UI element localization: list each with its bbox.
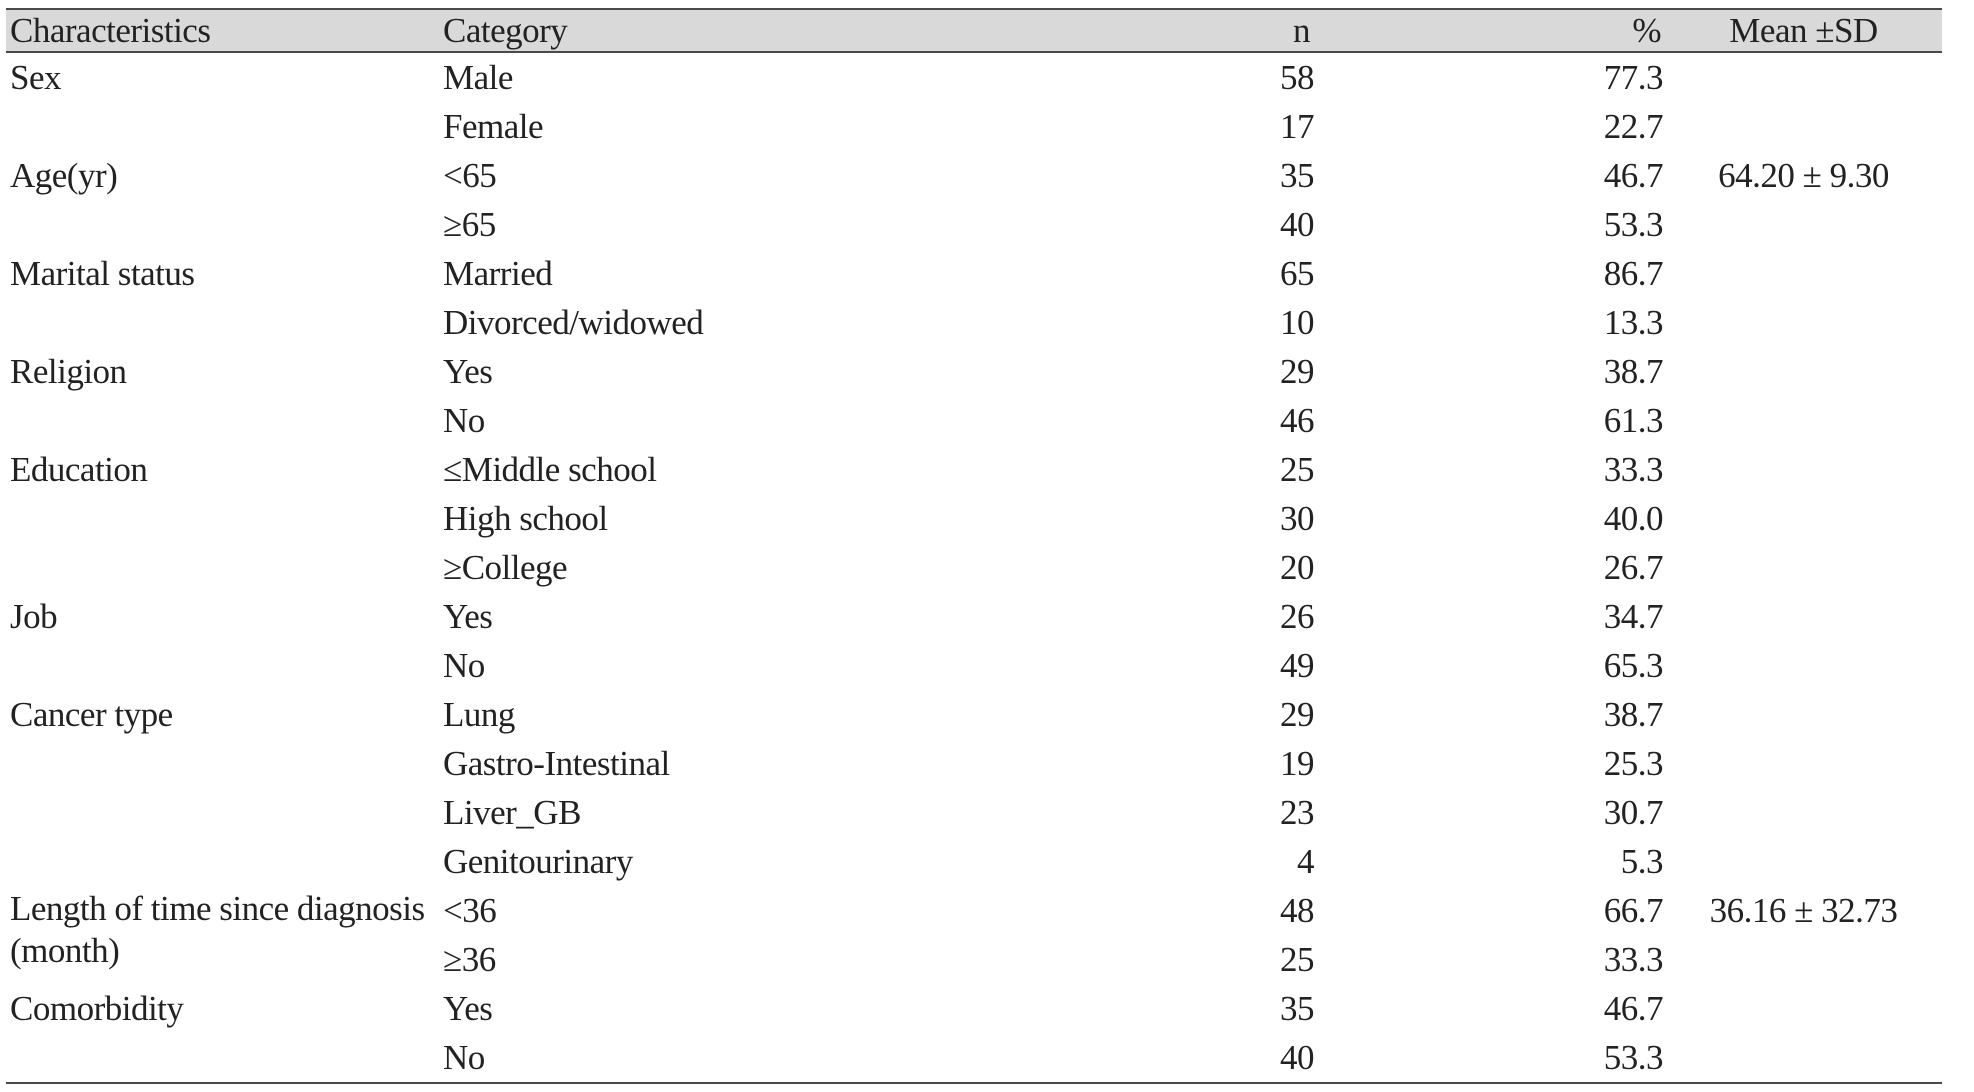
cell-characteristic: Age(yr)	[10, 155, 118, 195]
cell-n: 25	[1280, 449, 1314, 489]
cell-percent: 34.7	[1603, 596, 1663, 636]
table-row	[6, 396, 1942, 445]
table-row	[6, 984, 1942, 1033]
cell-mean-sd	[1665, 52, 1942, 102]
cell-n: 35	[1280, 988, 1314, 1028]
cell-characteristic	[6, 1033, 431, 1083]
cell-category: Yes	[443, 988, 493, 1028]
cell-characteristic	[6, 102, 431, 151]
header-mean-sd: Mean ±SD	[1665, 9, 1942, 52]
cell-category: Genitourinary	[443, 841, 633, 881]
cell-n: 40	[971, 1033, 1316, 1083]
cell-mean-sd	[1665, 690, 1942, 739]
cell-n: 19	[1280, 743, 1314, 783]
cell-n: 26	[1280, 596, 1314, 636]
cell-percent: 40.0	[1603, 498, 1663, 538]
cell-n: 4	[1297, 841, 1314, 881]
cell-characteristic	[6, 494, 431, 543]
cell-mean-sd	[1665, 1033, 1942, 1083]
cell-mean-sd	[1665, 837, 1942, 886]
cell-percent: 53.3	[1316, 1033, 1665, 1083]
cell-n: 40	[1280, 204, 1314, 244]
header-category: Category	[431, 9, 971, 52]
cell-mean-sd	[1665, 445, 1942, 494]
cell-n: 46	[1280, 400, 1314, 440]
table-row	[6, 739, 1942, 788]
cell-percent: 5.3	[1620, 841, 1663, 881]
table-row	[6, 837, 1942, 886]
cell-characteristic	[6, 396, 431, 445]
cell-characteristic: Sex	[10, 57, 61, 97]
table-row	[6, 249, 1942, 298]
cell-percent: 38.7	[1603, 351, 1663, 391]
cell-category: Gastro-Intestinal	[443, 743, 670, 783]
cell-mean-sd	[1665, 249, 1942, 298]
cell-category: High school	[443, 498, 608, 538]
header-percent: %	[1316, 9, 1665, 52]
cell-mean-sd	[1665, 592, 1942, 641]
table-header	[6, 9, 1942, 52]
demographics-table	[6, 8, 1942, 1084]
cell-category: Male	[443, 57, 513, 97]
cell-percent: 13.3	[1603, 302, 1663, 342]
cell-n: 29	[1280, 351, 1314, 391]
cell-percent: 33.3	[1603, 449, 1663, 489]
cell-characteristic: Marital status	[10, 253, 195, 293]
cell-category: No	[443, 645, 485, 685]
cell-percent: 26.7	[1603, 547, 1663, 587]
table-row	[6, 543, 1942, 592]
table-row	[6, 592, 1942, 641]
cell-n: 20	[1280, 547, 1314, 587]
cell-percent: 33.3	[1603, 939, 1663, 979]
cell-characteristic	[6, 641, 431, 690]
cell-category: Liver_GB	[443, 792, 581, 832]
cell-n: 48	[1280, 890, 1314, 930]
cell-n: 58	[1280, 57, 1314, 97]
cell-category: ≥College	[443, 547, 568, 587]
cell-mean-sd	[1665, 935, 1942, 984]
cell-mean-sd	[1665, 494, 1942, 543]
cell-characteristic	[6, 788, 431, 837]
cell-percent: 66.7	[1603, 890, 1663, 930]
cell-characteristic	[6, 543, 431, 592]
cell-mean-sd	[1665, 200, 1942, 249]
cell-percent: 61.3	[1603, 400, 1663, 440]
cell-mean-sd	[1665, 543, 1942, 592]
cell-characteristic: Religion	[10, 351, 127, 391]
cell-percent: 46.7	[1603, 988, 1663, 1028]
table-row	[6, 52, 1942, 102]
cell-category: Lung	[443, 694, 515, 734]
table-row	[6, 1033, 1942, 1083]
cell-percent: 38.7	[1603, 694, 1663, 734]
cell-percent: 86.7	[1603, 253, 1663, 293]
cell-percent: 53.3	[1603, 204, 1663, 244]
cell-percent: 65.3	[1603, 645, 1663, 685]
cell-characteristic: Cancer type	[10, 694, 173, 734]
cell-category: Married	[443, 253, 553, 293]
cell-mean-sd	[1665, 347, 1942, 396]
cell-characteristic	[6, 298, 431, 347]
cell-mean-sd	[1665, 739, 1942, 788]
cell-n: 23	[1280, 792, 1314, 832]
cell-characteristic: Comorbidity	[10, 988, 184, 1028]
demographics-table-container	[6, 8, 1942, 1084]
cell-mean-sd	[1665, 984, 1942, 1033]
cell-mean-sd	[1665, 788, 1942, 837]
cell-characteristic: Job	[10, 596, 58, 636]
table-row	[6, 445, 1942, 494]
header-characteristics: Characteristics	[6, 9, 431, 52]
table-row	[6, 102, 1942, 151]
cell-percent: 25.3	[1603, 743, 1663, 783]
cell-mean-sd	[1665, 298, 1942, 347]
cell-percent: 30.7	[1603, 792, 1663, 832]
cell-n: 30	[1280, 498, 1314, 538]
header-n: n	[971, 9, 1316, 52]
cell-n: 49	[1280, 645, 1314, 685]
cell-characteristic	[6, 837, 431, 886]
table-row	[6, 298, 1942, 347]
cell-percent: 77.3	[1603, 57, 1663, 97]
cell-characteristic	[6, 200, 431, 249]
table-row	[6, 151, 1942, 200]
cell-category: Yes	[443, 351, 493, 391]
cell-percent: 46.7	[1603, 155, 1663, 195]
table-body	[6, 52, 1942, 1083]
cell-category: Yes	[443, 596, 493, 636]
cell-n: 35	[1280, 155, 1314, 195]
cell-mean-sd: 36.16 ± 32.73	[1709, 890, 1898, 930]
cell-n: 17	[1280, 106, 1314, 146]
table-row	[6, 200, 1942, 249]
cell-category: Divorced/widowed	[443, 302, 704, 342]
cell-characteristic: Education	[10, 449, 148, 489]
cell-characteristic: Length of time since diagnosis (month)	[10, 889, 425, 970]
table-row	[6, 347, 1942, 396]
cell-n: 29	[1280, 694, 1314, 734]
cell-category: <36	[443, 890, 497, 930]
cell-percent: 22.7	[1603, 106, 1663, 146]
cell-n: 25	[1280, 939, 1314, 979]
cell-category: ≥65	[443, 204, 496, 244]
cell-category: No	[431, 1033, 971, 1083]
cell-n: 65	[1280, 253, 1314, 293]
cell-mean-sd	[1665, 641, 1942, 690]
cell-mean-sd: 64.20 ± 9.30	[1718, 155, 1889, 195]
cell-characteristic	[6, 739, 431, 788]
cell-mean-sd	[1665, 102, 1942, 151]
cell-n: 10	[1280, 302, 1314, 342]
cell-category: No	[443, 400, 485, 440]
header-row	[6, 9, 1942, 52]
table-row	[6, 788, 1942, 837]
table-row	[6, 690, 1942, 739]
cell-category: ≥36	[443, 939, 496, 979]
cell-mean-sd	[1665, 396, 1942, 445]
table-row	[6, 641, 1942, 690]
table-row	[6, 494, 1942, 543]
cell-category: Female	[443, 106, 544, 146]
table-row	[6, 886, 1942, 935]
cell-category: <65	[443, 155, 497, 195]
cell-category: ≤Middle school	[443, 449, 657, 489]
